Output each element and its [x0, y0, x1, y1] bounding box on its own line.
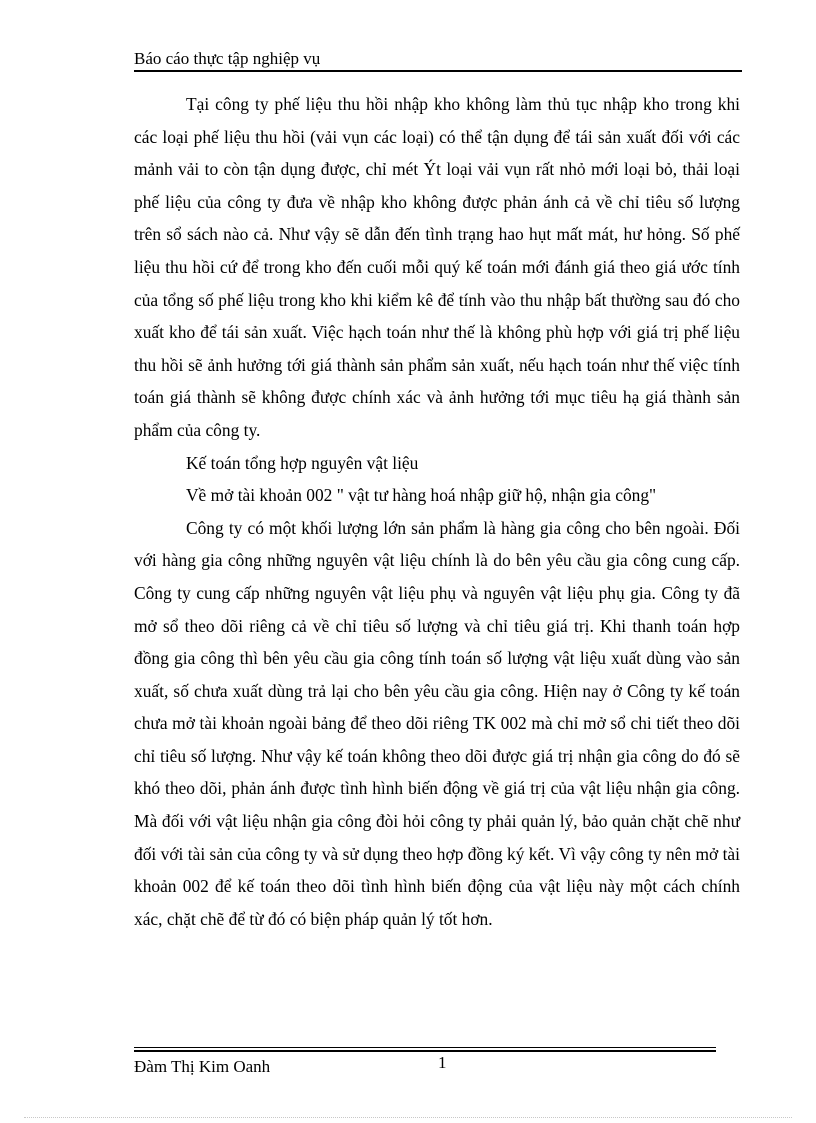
section-heading-general-accounting: Kế toán tổng hợp nguyên vật liệu: [186, 452, 419, 473]
page-header-title: Báo cáo thực tập nghiệp vụ: [134, 49, 321, 68]
footer-author: Đàm Thị Kim Oanh: [134, 1057, 271, 1076]
footer-divider-top: [134, 1047, 716, 1048]
footer-divider-bottom: [134, 1050, 716, 1052]
header-divider: [134, 70, 742, 72]
document-body: [134, 88, 740, 935]
paragraph-processing-goods: Công ty có một khối lượng lớn sản phẩm là hàng gia công cho bên ngoài. Đối với hàng gia công những nguyên vật liệu chính là do bên yêu cầu gia công cung cấp. Công ty cung cấp những nguyên vật liệu phụ và nguyên vật liệu phụ gia. Công ty đã mở sổ theo dõi riêng cả về chỉ tiêu số lượng và chỉ tiêu giá trị. Khi thanh toán hợp đồng gia công thì bên yêu cầu gia công tính toán số lượng vật liệu xuất dùng vào sản xuất, số chưa xuất dùng trả lại cho bên yêu cầu gia công. Hiện nay ở Công ty kế toán chưa mở tài khoản ngoài bảng để theo dõi riêng TK 002 mà chỉ mở sổ chi tiết theo dõi chỉ tiêu số lượng. Như vậy kế toán không theo dõi được giá trị nhận gia công do đó sẽ khó theo dõi, phản ánh được tình hình biến động về giá trị của vật liệu nhận gia công. Mà đối với vật liệu nhận gia công đòi hỏi công ty phải quản lý, bảo quản chặt chẽ như đối với tài sản của công ty và sử dụng theo hợp đồng ký kết. Vì vậy công ty nên mở tài khoản 002 để kế toán theo dõi tình hình biến động của vật liệu này một cách chính xác, chặt chẽ để từ đó có biện pháp quản lý tốt hơn.: [134, 517, 740, 929]
section-heading-account-002: Về mở tài khoản 002 " vật tư hàng hoá nhập giữ hộ, nhận gia công": [186, 485, 657, 506]
page-number: 1: [438, 1053, 447, 1072]
paragraph-scrap-materials: Tại công ty phế liệu thu hồi nhập kho không làm thủ tục nhập kho trong khi các loại phế liệu thu hồi (vải vụn các loại) có thể tận dụng để tái sản xuất đối với các mảnh vải to còn tận dụng được, chỉ mét Ýt loại vải vụn rất nhỏ mới loại bỏ, thải loại phế liệu của công ty đưa về nhập kho không được phản ánh cả về chỉ tiêu số lượng trên sổ sách nào cả. Như vậy sẽ dẫn đến tình trạng hao hụt mất mát, hư hỏng. Số phế liệu thu hồi cứ để trong kho đến cuối mỗi quý kế toán mới đánh giá theo giá ước tính của tổng số phế liệu trong kho khi kiểm kê để tính vào thu nhập bất thường sau đó cho xuất kho để tái sản xuất. Việc hạch toán như thế là không phù hợp với giá trị phế liệu thu hồi sẽ ảnh hưởng tới giá thành sản phẩm sản xuất, nếu hạch toán như thế việc tính toán giá thành sẽ không được chính xác và ảnh hưởng tới mục tiêu hạ giá thành sản phẩm của công ty.: [134, 94, 740, 440]
page-bottom-edge: [24, 1117, 792, 1118]
